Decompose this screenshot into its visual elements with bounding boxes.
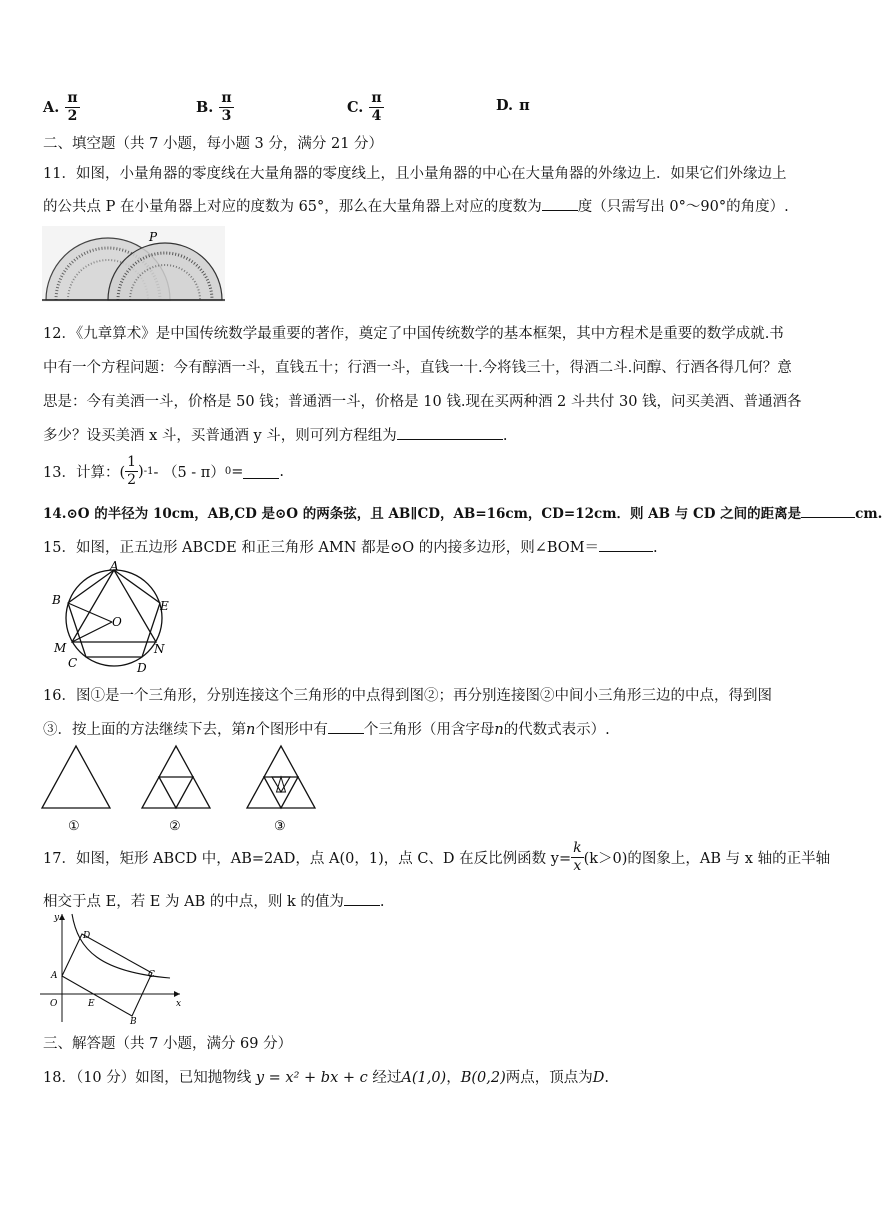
q17-line-1: 17．如图，矩形 ABCD 中，AB=2AD，点 A(0，1)，点 C、D 在反比例函数 y= $\frac{k}{x}$ (k＞0)的图象上，AB 与 x 轴的正半轴	[43, 840, 831, 874]
svg-text:B: B	[130, 1017, 137, 1027]
option-c: C. $\frac{\pi}{4}$	[347, 90, 382, 124]
rectangle-hyperbola-figure	[40, 910, 185, 1025]
svg-text:E: E	[160, 599, 169, 613]
triangle-sequence-figure	[40, 744, 320, 834]
answer-blank	[542, 196, 578, 211]
label-p: P	[149, 230, 158, 244]
svg-text:A: A	[110, 559, 119, 573]
fraction: $\frac{\pi}{2}$	[67, 90, 78, 124]
svg-text:O: O	[112, 615, 122, 629]
svg-text:②: ②	[169, 819, 181, 834]
svg-text:A: A	[51, 971, 58, 981]
pentagon-triangle-figure	[48, 560, 178, 676]
section-2-heading: 二、填空题（共 7 小题，每小题 3 分，满分 21 分）	[43, 136, 384, 152]
svg-text:D: D	[83, 931, 91, 941]
protractor-figure	[42, 226, 225, 302]
fraction-k-over-x: $\frac{k}{x}$	[573, 840, 582, 874]
q13-line: 13．计算：( $\frac{1}{2}$ ) -1 - （5 - π） 0 = .	[43, 454, 284, 488]
svg-text:B: B	[52, 593, 61, 607]
q12-line-4: 多少？设买美酒 x 斗，买普通酒 y 斗，则可列方程组为 .	[43, 424, 507, 445]
q16-line-2: ③．按上面的方法继续下去，第n个图形中有 个三角形（用含字母n的代数式表示）.	[43, 718, 610, 739]
q11-line-1: 11．如图，小量角器的零度线在大量角器的零度线上，且小量角器的中心在大量角器的外缘边上．如果它们外缘边上	[43, 166, 787, 182]
answer-blank	[397, 425, 503, 440]
answer-blank	[243, 464, 279, 479]
svg-text:③: ③	[274, 819, 286, 834]
svg-text:y: y	[54, 913, 60, 923]
q14-line: 14.⊙O 的半径为 10cm，AB,CD 是⊙O 的两条弦，且 AB∥CD，AB=16cm，CD=12cm．则 AB 与 CD 之间的距离是 cm.	[43, 502, 882, 522]
q12-line-1: 12．《九章算术》是中国传统数学最重要的著作，奠定了中国传统数学的基本框架，其中方程术是重要的数学成就.书	[43, 326, 784, 342]
option-b: B. $\frac{\pi}{3}$	[196, 90, 232, 124]
svg-text:C: C	[148, 970, 155, 980]
option-d: D. π	[496, 97, 530, 114]
fraction: $\frac{\pi}{4}$	[371, 90, 382, 124]
q17-line-2: 相交于点 E，若 E 为 AB 的中点，则 k 的值为 .	[43, 890, 384, 911]
answer-blank	[344, 891, 380, 906]
q12-line-2: 中有一个方程问题：今有醇酒一斗，直钱五十；行酒一斗，直钱一十.今将钱三十，得酒二斗.问醇、行酒各得几何？意	[43, 360, 792, 376]
q18-line: 18．（10 分）如图，已知抛物线 y = x² + bx + c 经过A(1,0)，B(0,2)两点，顶点为D.	[43, 1070, 609, 1086]
svg-text:①: ①	[68, 819, 80, 834]
svg-text:x: x	[176, 999, 182, 1009]
q11-line-2: 的公共点 P 在小量角器上对应的度数为 65°，那么在大量角器上对应的度数为 度（只需写出 0°～90°的角度）.	[43, 195, 789, 216]
svg-text:O: O	[50, 999, 58, 1009]
option-a: A. $\frac{\pi}{2}$	[43, 90, 78, 124]
answer-blank	[801, 503, 855, 518]
svg-text:E: E	[88, 999, 95, 1009]
svg-text:C: C	[68, 656, 78, 670]
svg-text:N: N	[154, 642, 165, 656]
q12-line-3: 思是：今有美酒一斗，价格是 50 钱；普通酒一斗，价格是 10 钱.现在买两种酒 2 斗共付 30 钱，问买美酒、普通酒各	[43, 394, 802, 410]
answer-blank	[599, 537, 653, 552]
q16-line-1: 16．图①是一个三角形，分别连接这个三角形的中点得到图②；再分别连接图②中间小三角形三边的中点，得到图	[43, 688, 772, 704]
q15-line: 15．如图，正五边形 ABCDE 和正三角形 AMN 都是⊙O 的内接多边形，则∠BOM＝ .	[43, 536, 658, 557]
fraction-one-half: $\frac{1}{2}$	[127, 454, 137, 488]
svg-text:M: M	[54, 641, 67, 655]
fraction: $\frac{\pi}{3}$	[221, 90, 232, 124]
answer-blank	[328, 719, 364, 734]
section-3-heading: 三、解答题（共 7 小题，满分 69 分）	[43, 1036, 293, 1052]
svg-text:D: D	[137, 661, 147, 675]
